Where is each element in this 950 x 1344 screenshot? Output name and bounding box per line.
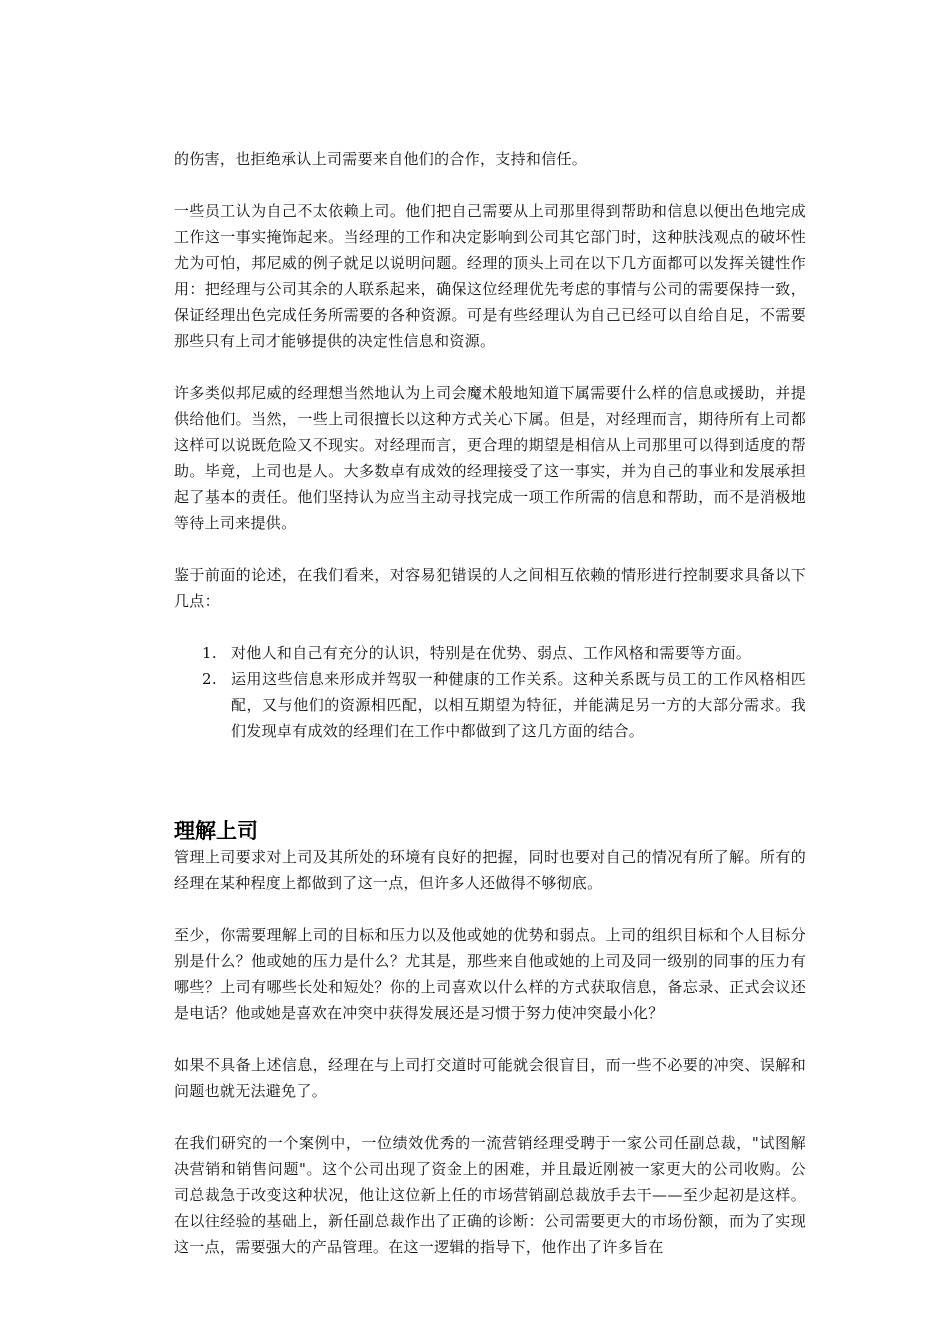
section-heading: 理解上司 [174,819,258,843]
list-item-number: 2. [202,670,217,688]
list-item-text: 对他人和自己有充分的认识，特别是在优势、弱点、工作风格和需要等方面。 [231,644,752,662]
list-item [174,666,806,744]
paragraph-expectations: 许多类似邦尼威的经理想当然地认为上司会魔术般地知道下属需要什么样的信息或援助，并提供给他们。当然，一些上司很擅长以这种方式关心下属。但是，对经理而言，期待所有上司都这样可以说既危险又不现实。对经理而言，更合理的期望是相信从上司那里可以得到适度的帮助。毕竟，上司也是人。大多数卓有成效的经理接受了这一事实，并为自己的事业和发展承担起了基本的责任。他们坚持认为应当主动寻找完成一项工作所需的信息和帮助，而不是消极地等待上司来提供。 [174,384,806,532]
paragraph-continuation: 的伤害，也拒绝承认上司需要来自他们的合作，支持和信任。 [174,150,588,168]
list-item [174,640,806,666]
paragraph-gap [174,172,806,198]
paragraph-gap [174,354,806,380]
section-spacer [174,744,806,818]
paragraph-gap [174,1026,806,1052]
paragraph-gap [174,896,806,922]
paragraph-dependence: 一些员工认为自己不太依赖上司。他们把自己需要从上司那里得到帮助和信息以便出色地完成工作这一事实掩饰起来。当经理的工作和决定影响到公司其它部门时，这种肤浅观点的破坏性尤为可怕，邦尼威的例子就足以说明问题。经理的顶头上司在以下几方面都可以发挥关键性作用：把经理与公司其余的人联系起来，确保这位经理优先考虑的事情与公司的需要保持一致，保证经理出色完成任务所需要的各种资源。可是有些经理认为自己已经可以自给自足，不需要那些只有上司才能够提供的决定性信息和资源。 [174,202,806,350]
paragraph-gap [174,1104,806,1130]
paragraph-gap [174,614,806,640]
document-page [174,146,806,1260]
paragraph-requirements-intro: 鉴于前面的论述，在我们看来，对容易犯错误的人之间相互依赖的情形进行控制要求具备以下几点： [174,566,806,610]
paragraph-understand-goals: 至少，你需要理解上司的目标和压力以及他或她的优势和弱点。上司的组织目标和个人目标分别是什么？他或她的压力是什么？尤其是，那些来自他或她的上司及同一级别的同事的压力有哪些？上司有哪些长处和短处？你的上司喜欢以什么样的方式获取信息，备忘录、正式会议还是电话？他或她是喜欢在冲突中获得发展还是习惯于努力使冲突最小化？ [174,926,806,1022]
paragraph-managing-boss: 管理上司要求对上司及其所处的环境有良好的把握，同时也要对自己的情况有所了解。所有的经理在某种程度上都做到了这一点，但许多人还做得不够彻底。 [174,848,806,892]
list-item-number: 1. [202,644,217,662]
paragraph-case-study: 在我们研究的一个案例中，一位绩效优秀的一流营销经理受聘于一家公司任副总裁，"试图解决营销和销售问题"。这个公司出现了资金上的困难，并且最近刚被一家更大的公司收购。公司总裁急于改变这种状况，他让这位新上任的市场营销副总裁放手去干——至少起初是这样。在以往经验的基础上，新任副总裁作出了正确的诊断：公司需要更大的市场份额，而为了实现这一点，需要强大的产品管理。在这一逻辑的指导下，他作出了许多旨在 [174,1134,806,1256]
paragraph-gap [174,536,806,562]
list-item-text: 运用这些信息来形成并驾驭一种健康的工作关系。这种关系既与员工的工作风格相匹配，又与他们的资源相匹配，以相互期望为特征，并能满足另一方的大部分需求。我们发现卓有成效的经理们在工作中都做到了这几方面的结合。 [231,670,806,740]
paragraph-without-info: 如果不具备上述信息，经理在与上司打交道时可能就会很盲目，而一些不必要的冲突、误解和问题也就无法避免了。 [174,1056,806,1100]
requirements-list [174,640,806,744]
